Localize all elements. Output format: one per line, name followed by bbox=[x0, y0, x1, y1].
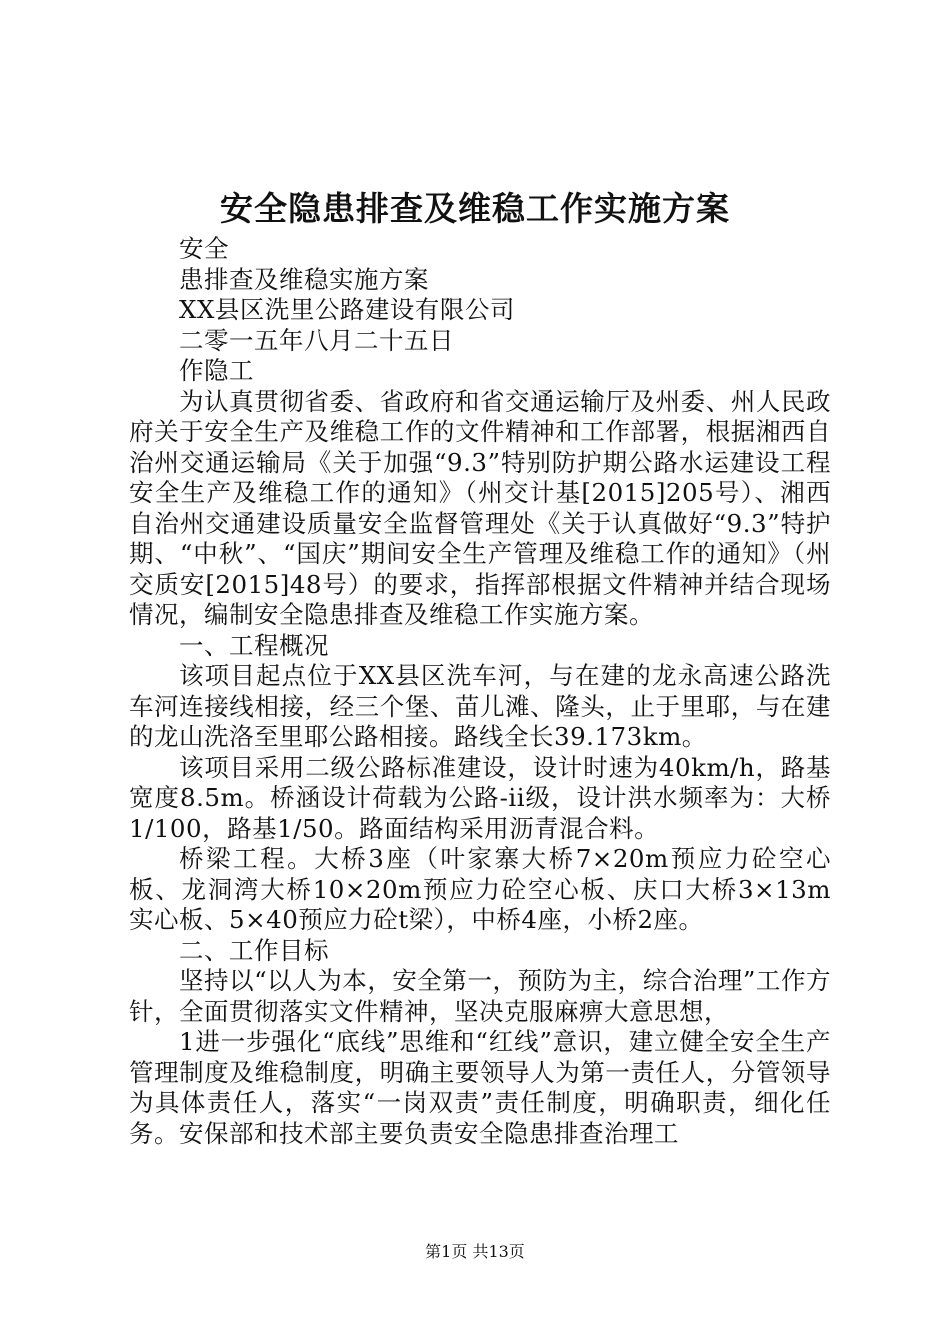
header-line: 作隐工 bbox=[179, 356, 254, 385]
body-paragraph: 桥梁工程。大桥3座（叶家寨大桥7×20m预应力砼空心板、龙洞湾大桥10×20m预应力砼空心板、庆口大桥3×13m实心板、5×40预应力砼t梁），中桥4座，小桥2座。 bbox=[129, 844, 831, 934]
body-paragraph: 1进一步强化“底线”思维和“红线”意识，建立健全安全生产管理制度及维稳制度，明确主要领导人为第一责任人，分管领导为具体责任人，落实“一岗双责”责任制度，明确职责，细化任务。安保部和技术部主要负责安全隐患排查治理工 bbox=[129, 1027, 831, 1148]
header-line: 二零一五年八月二十五日 bbox=[179, 325, 454, 355]
document-body bbox=[129, 234, 831, 1149]
body-paragraph: 该项目采用二级公路标准建设，设计时速为40km/h，路基宽度8.5m。桥涵设计荷载为公路-ii级，设计洪水频率为：大桥1/100，路基1/50。路面结构采用沥青混合料。 bbox=[129, 752, 831, 843]
section-heading: 二、工作目标 bbox=[179, 935, 329, 965]
body-paragraph: 该项目起点位于XX县区洗车河，与在建的龙永高速公路洗车河连接线相接，经三个堡、苗儿滩、隆头，止于里耶，与在建的龙山洗洛至里耶公路相接。路线全长39.173km。 bbox=[129, 661, 831, 751]
header-line: XX县区洗里公路建设有限公司 bbox=[179, 295, 515, 324]
section-heading: 一、工程概况 bbox=[179, 630, 329, 660]
page-footer: 第1页 共13页 bbox=[425, 1242, 525, 1261]
header-line: 安全 bbox=[179, 234, 229, 263]
body-paragraph: 坚持以“以人为本，安全第一，预防为主，综合治理”工作方针，全面贯彻落实文件精神，坚决克服麻痹大意思想， bbox=[129, 966, 831, 1026]
document-title: 安全隐患排查及维稳工作实施方案 bbox=[220, 189, 730, 228]
header-line: 患排查及维稳实施方案 bbox=[179, 264, 429, 294]
intro-paragraph: 为认真贯彻省委、省政府和省交通运输厅及州委、州人民政府关于安全生产及维稳工作的文件精神和工作部署，根据湘西自治州交通运输局《关于加强“9.3”特别防护期公路水运建设工程安全生产及维稳工作的通知》（州交计基[2015]205号）、湘西自治州交通建设质量安全监督管理处《关于认真做好“9.3”特护期、“中秋”、“国庆”期间安全生产管理及维稳工作的通知》（州交质安[2015]48号）的要求，指挥部根据文件精神并结合现场情况，编制安全隐患排查及维稳工作实施方案。 bbox=[129, 386, 831, 629]
